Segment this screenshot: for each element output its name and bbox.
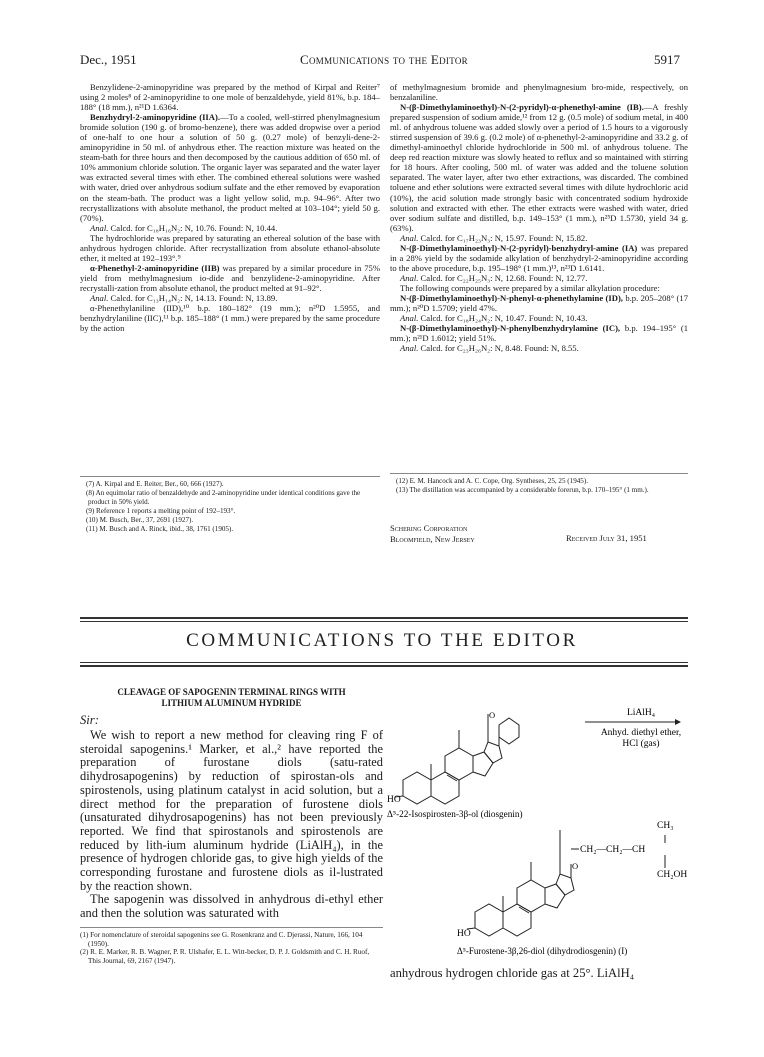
section-rule-bottom-thin [80, 662, 688, 663]
header-page-number: 5917 [654, 52, 680, 67]
section-rule-bottom [80, 665, 688, 667]
hydroxyl-label: HO [457, 929, 471, 939]
paragraph: The sapogenin was dissolved in anhydrous di-ethyl ether and then the solution was saturated with [80, 892, 383, 921]
reagent-label: LiAlH₄ [626, 708, 656, 718]
hydroxyl-label: HO [387, 795, 401, 805]
arrow-head [675, 719, 681, 725]
condition-label: HCl (gas) [622, 739, 660, 749]
footnote: (9) Reference 1 reports a melting point of 192–193°. [86, 506, 236, 515]
paragraph: Benzylidene-2-aminopyridine was prepared by the method of Kirpal and Reiter⁷ using 2 moles⁸ of 2-aminopyridine to one mole of benzaldehyde, yield 81%, b.p. 184–188° (18 mm.), n²¹D 1.6364. [80, 82, 380, 113]
salutation: Sir: [80, 713, 99, 727]
footnote-divider [80, 476, 380, 477]
left-footnotes [80, 480, 380, 533]
right-footnotes [390, 477, 688, 495]
paragraph: Benzhydryl-2-aminopyridine (IIA).—To a cooled, well-stirred phenylmagnesium bromide solution (190 g. of bromo-benzene), there was added dropwise over a period of one-half to one hour a solution of 50 g. (0.27 mole) of benzyli-dene-2-aminopyridine in 50 ml. of anhydrous ether. The reaction mixture was heated on the steam-bath for three hours and then decomposed by the cautious addition of 650 ml. of 10% ammonium chloride solution. The organic layer was separated and the water layer was extracted several times with ether. The combined ethereal solutions were washed with water, dried over anhydrous sodium sulfate and the ether removed by evaporation on the steam-bath. The product was a light yellow solid, m.p. 94–96°. After two recrystallizations with absolute methanol, the product melted at 103–104°; yield 50 g. (70%). [80, 112, 381, 223]
analysis-line: Anal. Calcd. for C₂₃H₂₆N₂: N, 8.48. Found: N, 8.55. [400, 343, 579, 354]
paragraph: α-Phenethyl-2-aminopyridine (IIB) was prepared by a similar procedure in 75% yield from methylmagnesium io-dide and benzylidene-2-aminopyridine. After recrystalli-zation from absolute ethanol, the product melted at 91–92°. [80, 262, 380, 293]
footnote: (12) E. M. Hancock and A. C. Cope, Org. Syntheses, 25, 25 (1945). [396, 477, 588, 485]
hydroxymethyl-label: CH₂OH [657, 870, 688, 880]
article-footnotes [80, 931, 383, 965]
paragraph: N-(β-Dimethylaminoethyl)-N-(2-pyridyl)-benzhydryl-amine (IA) was prepared in a 28% yield by the sodamide alkylation of benzhydryl-2-aminopyridine according to the above procedure, b.p. 195–198° (1 mm.)¹³, n²³D 1.6141. [390, 242, 688, 273]
condition-label: Anhyd. diethyl ether, [600, 728, 682, 738]
footnote-divider [390, 473, 688, 474]
ring-oxygen-label: O [489, 710, 496, 720]
footnote: (7) A. Kirpal and E. Reiter, Ber., 60, 666 (1927). [86, 480, 224, 488]
reaction-scheme [385, 680, 690, 965]
analysis-line: Anal. Calcd. for C₁₈H₂₄N₂: N, 10.47. Found: N, 10.43. [400, 313, 588, 324]
paragraph: We wish to report a new method for cleaving ring F of steroidal sapogenins.¹ Marker, et al.,² have reported the preparation of furostane diols (satu-rated dihydrosapogenins) by reduction of spirostan-ols and spirostenols, using platinum catalyst in acid solution, but a direct method for the preparation of furostene diols (unsaturated dihydrosapogenins) has not been previously reported. We find that spirostanols and spirostenols are reduced by lith-ium aluminum hydride (LiAlH₄), in the presence of hydrogen chloride gas, to give high yields of the corresponding furostane and furostene diols as il-lustrated by the reaction shown. [80, 728, 383, 893]
paragraph: N-(β-Dimethylaminoethyl)-N-phenyl-α-phenethylamine (ID), b.p. 205–208° (17 mm.); n²⁰D 1.5709; yield 47%. [390, 292, 688, 314]
footnote: (13) The distillation was accompanied by a considerable forerun, b.p. 170–195° (1 mm.). [396, 485, 649, 494]
paragraph: of methylmagnesium bromide and phenylmagnesium bro-mide, respectively, on benzalaniline. [390, 82, 688, 103]
affiliation: Schering Corporation Bloomfield, New Jersey [390, 523, 475, 544]
header-journal: Communications to the Editor [300, 52, 468, 67]
paragraph: The following compounds were prepared by a similar alkylation procedure: [400, 282, 660, 293]
paragraph: The hydrochloride was prepared by saturating an ethereal solution of the base with anhydrous hydrogen chloride. After recrystallization from absolute ethanol-absolute ether, it melted at 192–193°.⁹ [80, 232, 380, 263]
section-rule-top [80, 617, 688, 619]
footnote-divider [80, 927, 383, 928]
section-rule-top-thin [80, 621, 688, 622]
left-column [80, 82, 380, 333]
footnote: (11) M. Busch and A. Rinck, ibid., 38, 1761 (1905). [86, 524, 234, 533]
methyl-label: CH₃ [657, 821, 674, 831]
ring-oxygen-label: O [572, 861, 579, 871]
analysis-line: Anal. Calcd. for C₁₈H₁₆N₂: N, 10.76. Found: N, 10.44. [90, 222, 278, 233]
header-date: Dec., 1951 [80, 52, 137, 67]
diosgenin-structure [395, 714, 519, 804]
paragraph: α-Phenethylaniline (IID),¹⁰ b.p. 180–182° (19 mm.); n²⁰D 1.5955, and benzhydrylaniline (IIC),¹¹ b.p. 185–188° (1 mm.) were prepared by the same procedure by the action [80, 303, 380, 334]
article-body [80, 729, 383, 921]
analysis-line: Anal. Calcd. for C₂₂H₂₅N₃: N, 12.68. Found: N, 12.77. [400, 272, 588, 283]
compound-label: Δ⁵-Furostene-3β,26-diol (dihydrodiosgenin) (I) [457, 946, 628, 956]
received-date: Received July 31, 1951 [566, 533, 647, 543]
section-banner: COMMUNICATIONS TO THE EDITOR [186, 630, 578, 651]
continuation-text: anhydrous hydrogen chloride gas at 25°. LiAlH₄ [390, 966, 635, 980]
analysis-line: Anal. Calcd. for C₁₇H₂₃N₃: N, 15.97. Found: N, 15.82. [400, 232, 588, 243]
paragraph: N-(β-Dimethylaminoethyl)-N-phenylbenzhydrylamine (IC), b.p. 194–195° (1 mm.); n²¹D 1.6012; yield 51%. [390, 323, 688, 344]
footnote: (10) M. Busch, Ber., 37, 2691 (1927). [86, 515, 194, 524]
compound-label: Δ⁵-22-Isospirosten-3β-ol (diosgenin) [387, 809, 523, 819]
footnote: (8) An equimolar ratio of benzaldehyde and 2-aminopyridine under identical conditions gave the product in 50% yield. [86, 488, 361, 506]
paragraph: N-(β-Dimethylaminoethyl)-N-(2-pyridyl)-α-phenethyl-amine (IB).—A freshly prepared suspension of sodium amide,¹² from 12 g. (0.5 mole) of sodium metal, in 400 ml. of anhydrous toluene was added slowly over a period of 1.5 hours to a vigorously stirred suspension of 39.6 g. (0.2 mole) of α-phenethyl-2-aminopyridine and 33.2 g. of dimethyl-aminoethyl chloride hydrochloride in 500 ml. of anhydrous toluene. The deep red reaction mixture was slowly heated to reflux and so maintained with stirring for 18 hours. After cooling, 500 ml. of water was added and the toluene solution separated. The water layer, after two ether extractions, was discarded. The combined toluene and ether solutions were extracted several times with dilute hydrochloric acid (10%), the acid solution made strongly basic with concentrated sodium hydroxide solution and extracted with ether. The ether extracts were washed with water, dried over sodium sulfate and distilled, b.p. 149–153° (1 mm.), n²⁵D 1.5730, yield 34 g. (63%). [390, 102, 688, 233]
footnote: (1) For nomenclature of steroidal sapogenins see G. Rosenkranz and C. Djerassi, Nature, 166, 104 (1950). [80, 931, 363, 948]
article-title: CLEAVAGE OF SAPOGENIN TERMINAL RINGS WITH LITHIUM ALUMINUM HYDRIDE [117, 687, 346, 708]
side-chain-label: CH₂—CH₂—CH [580, 845, 646, 855]
analysis-line: Anal. Calcd. for C₁₃H₁₄N₂: N, 14.13. Found: N, 13.89. [90, 292, 278, 303]
right-column [390, 82, 688, 353]
footnote: (2) R. E. Marker, R. B. Wagner, P. R. Ulshafer, E. L. Witt-becker, D. P. J. Goldsmith and C. H. Ruof, This Journal, 69, 2167 (1947). [80, 948, 370, 965]
